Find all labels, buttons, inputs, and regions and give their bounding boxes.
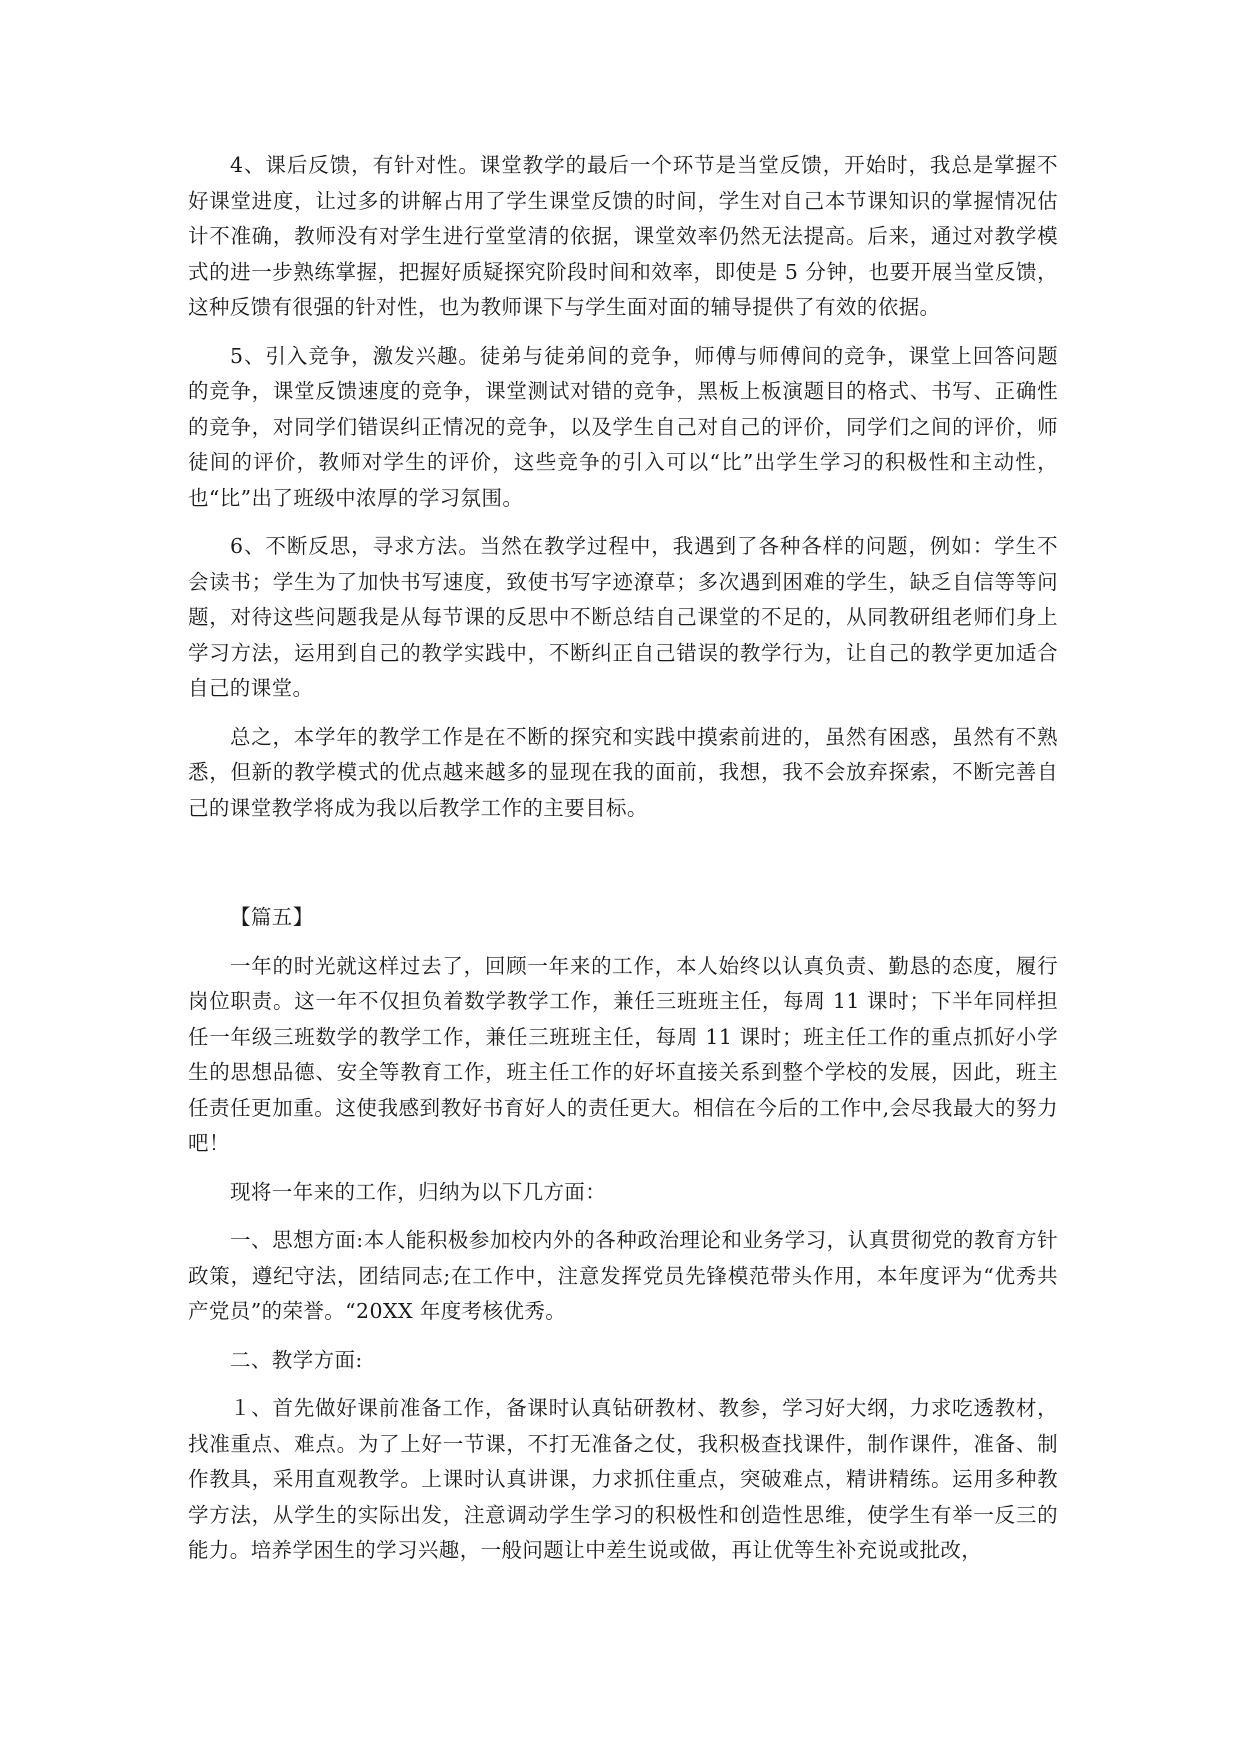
section-heading: 【篇五】 [230,905,314,929]
paragraph-gap [188,936,1058,949]
paragraph-feedback: 4、课后反馈，有针对性。课堂教学的最后一个环节是当堂反馈，开始时，我总是掌握不好课堂进度，让过多的讲解占用了学生课堂反馈的时间，学生对自己本节课知识的掌握情况估计不准确，教师没有对学生进行堂堂清的依据，课堂效率仍然无法提高。后来，通过对教学模式的进一步熟练掌握，把握好质疑探究阶段时间和效率，即使是 5 分钟，也要开展当堂反馈，这种反馈有很强的针对性，也为教师课下与学生面对面的辅导提供了有效的依据。 [188,153,1058,319]
paragraph-competition: 5、引入竞争，激发兴趣。徒弟与徒弟间的竞争，师傅与师傅间的竞争，课堂上回答问题的竞争，课堂反馈速度的竞争，课堂测试对错的竞争，黑板上板演题目的格式、书写、正确性的竞争，对同学们错误纠正情况的竞争，以及学生自己对自己的评价，同学们之间的评价，师徒间的评价，教师对学生的评价，这些竞争的引入可以“比”出学生学习的积极性和主动性，也“比”出了班级中浓厚的学习氛围。 [188,343,1058,510]
paragraph-reflection: 6、不断反思，寻求方法。当然在教学过程中，我遇到了各种各样的问题，例如：学生不会读书；学生为了加快书写速度，致使书写字迹潦草；多次遇到困难的学生，缺乏自信等等问题，对待这些问题我是从每节课的反思中不断总结自己课堂的不足的，从同教研组老师们身上学习方法，运用到自己的教学实践中，不断纠正自己错误的教学行为，让自己的教学更加适合自己的课堂。 [188,534,1058,700]
paragraph-gap [188,1330,1058,1343]
paragraph-year-review: 一年的时光就这样过去了，回顾一年来的工作，本人始终以认真负责、勤恳的态度，履行岗位职责。这一年不仅担负着数学教学工作，兼任三班班主任，每周 11 课时；下半年同样担任一年级三班数学的教学工作，兼任三班班主任，每周 11 课时；班主任工作的重点抓好小学生的思想品德、安全等教育工作，班主任工作的好坏直接关系到整个学校的发展，因此，班主任责任更加重。这使我感到教好书育好人的责任更大。相信在今后的工作中,会尽我最大的努力吧！ [188,953,1058,1155]
paragraph-gap [188,516,1058,529]
paragraph-overview: 现将一年来的工作，归纳为以下几方面： [230,1179,607,1204]
paragraph-gap [188,707,1058,720]
paragraph-teaching-heading: 二、教学方面: [230,1347,363,1372]
paragraph-gap [188,1378,1058,1391]
paragraph-preparation: １、首先做好课前准备工作，备课时认真钻研教材、教参，学习好大纲，力求吃透教材，找准重点、难点。为了上好一节课，不打无准备之仗，我积极查找课件，制作课件，准备、制作教具，采用直观教学。上课时认真讲课，力求抓住重点，突破难点，精讲精练。运用多种教学方法，从学生的实际出发，注意调动学生学习的积极性和创造性思维，使学生有举一反三的能力。培养学困生的学习兴趣，一般问题让中差生说或做，再让优等生补充说或批改， [188,1396,1058,1562]
paragraph-ideology: 一、思想方面:本人能积极参加校内外的各种政治理论和业务学习，认真贯彻党的教育方针政策，遵纪守法，团结同志;在工作中，注意发挥党员先锋模范带头作用，本年度评为“优秀共产党员”的荣誉。“20XX 年度考核优秀。 [188,1228,1058,1323]
paragraph-gap [188,326,1058,339]
document-page [188,148,1058,1569]
section-gap [188,826,1058,900]
paragraph-gap [188,1162,1058,1175]
paragraph-gap [188,1210,1058,1223]
paragraph-summary: 总之，本学年的教学工作是在不断的探究和实践中摸索前进的，虽然有困惑，虽然有不熟悉，但新的教学模式的优点越来越多的显现在我的面前，我想，我不会放弃探索，不断完善自己的课堂教学将成为我以后教学工作的主要目标。 [188,724,1058,820]
